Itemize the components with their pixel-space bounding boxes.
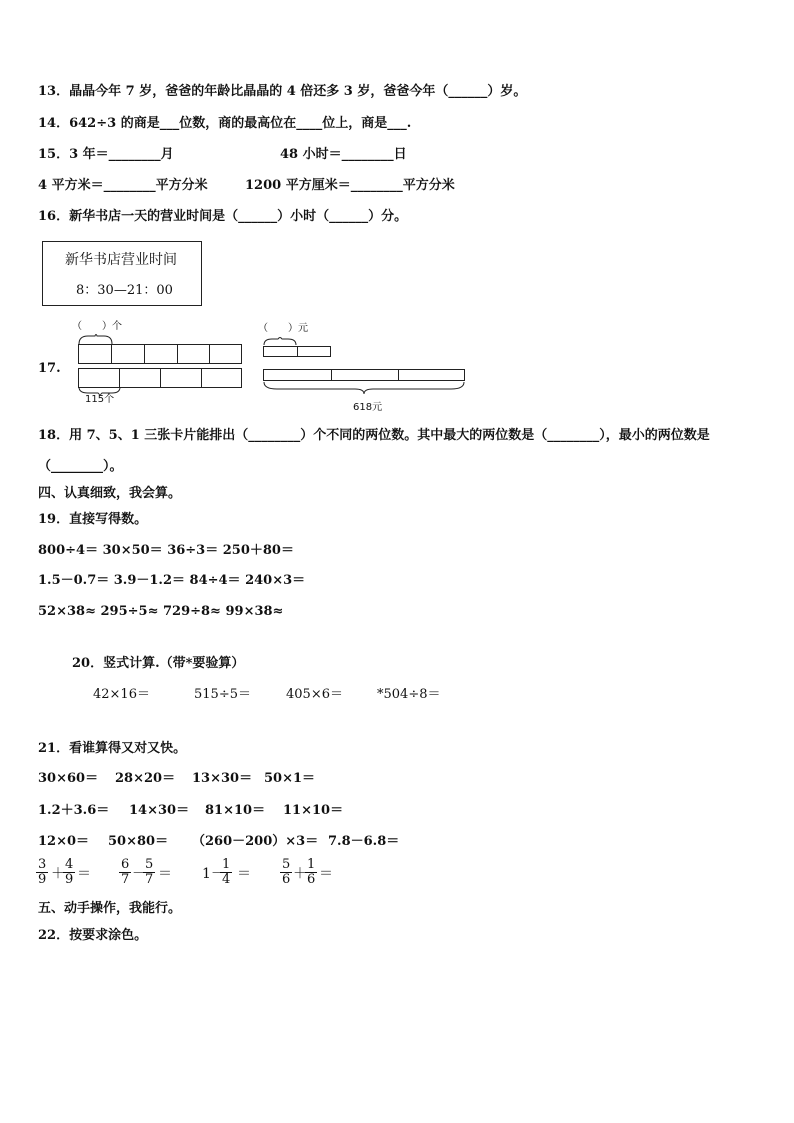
diagram-right-top-bracket (263, 336, 299, 346)
bar-segment (78, 344, 112, 364)
question-21-item: 1.2＋3.6＝ (38, 803, 110, 818)
question-15-years: 15．3 年＝________月 (38, 147, 174, 162)
question-19-row: 52×38≈ 295÷5≈ 729÷8≈ 99×38≈ (38, 604, 284, 619)
diagram-right-top-label: （ ）元 (258, 323, 308, 334)
question-21-item: 28×20＝ (115, 771, 176, 786)
question-21-item: 13×30＝ (192, 771, 253, 786)
bar-segment (111, 344, 145, 364)
diagram-right-bottom-bar (263, 369, 465, 381)
question-20-item: 405×6＝ (286, 687, 343, 702)
diagram-right-bottom-bracket (263, 381, 467, 395)
question-21-item: 12×0＝ (38, 834, 90, 849)
bar-segment (119, 368, 161, 388)
question-21-item: 30×60＝ (38, 771, 99, 786)
question-21-item: （260－200）×3＝ (192, 834, 319, 849)
question-21-item: 11×10＝ (283, 803, 344, 818)
diagram-left-bottom-bar (78, 368, 242, 388)
store-sign-title: 新华书店营业时间 (65, 252, 177, 268)
bar-segment (78, 368, 120, 388)
question-15-square-meters: 4 平方米＝________平方分米 (38, 178, 208, 193)
diagram-left-top-bar (78, 344, 242, 364)
bar-segment (398, 369, 465, 381)
question-21-item: 50×80＝ (108, 834, 169, 849)
question-20-item: 42×16＝ (93, 687, 150, 702)
store-sign-hours: 8：30—21：00 (76, 283, 173, 298)
question-19: 19．直接写得数。 (38, 512, 148, 527)
question-22: 22．按要求涂色。 (38, 928, 148, 943)
question-13: 13．晶晶今年 7 岁，爸爸的年龄比晶晶的 4 倍还多 3 岁，爸爸今年（______）岁。 (38, 84, 527, 99)
question-20-item: 515÷5＝ (194, 687, 251, 702)
question-18-line1: 18．用 7、5、1 三张卡片能排出（________）个不同的两位数。其中最大的两位数是（________），最小的两位数是 (38, 428, 710, 443)
diagram-left-top-label: （ ）个 (72, 321, 122, 332)
diagram-right-bottom-label: 618元 (353, 402, 383, 413)
question-21-item: 14×30＝ (129, 803, 190, 818)
bar-segment (160, 368, 202, 388)
question-21-item: 50×1＝ (264, 771, 316, 786)
bar-segment (144, 344, 178, 364)
store-hours-sign (42, 241, 202, 306)
question-19-row: 1.5－0.7＝ 3.9－1.2＝ 84÷4＝ 240×3＝ (38, 573, 306, 588)
bar-segment (263, 346, 298, 357)
question-20-item: *504÷8＝ (377, 687, 441, 702)
diagram-right-top-bar (263, 346, 331, 357)
bar-segment (263, 369, 332, 381)
question-19-row: 800÷4＝ 30×50＝ 36÷3＝ 250＋80＝ (38, 543, 294, 558)
question-15-hours: 48 小时＝________日 (280, 147, 407, 162)
bar-segment (209, 344, 242, 364)
section-4-heading: 四、认真细致，我会算。 (38, 486, 182, 501)
diagram-left-bottom-label: 115个 (85, 394, 115, 405)
bar-segment (331, 369, 399, 381)
bar-segment (177, 344, 210, 364)
question-18-line2: （________）。 (38, 459, 123, 474)
question-20: 20．竖式计算.（带*要验算） (72, 656, 245, 671)
bar-segment (297, 346, 331, 357)
question-21-item: 7.8－6.8＝ (328, 834, 400, 849)
question-15-square-centimeters: 1200 平方厘米＝________平方分米 (245, 178, 455, 193)
question-16: 16．新华书店一天的营业时间是（______）小时（______）分。 (38, 209, 408, 224)
question-14: 14．642÷3 的商是___位数，商的最高位在____位上，商是___. (38, 116, 412, 131)
bar-segment (201, 368, 242, 388)
section-5-heading: 五、动手操作，我能行。 (38, 901, 182, 916)
question-17-number: 17. (38, 361, 61, 376)
question-21-item: 81×10＝ (205, 803, 266, 818)
question-21: 21．看谁算得又对又快。 (38, 741, 187, 756)
